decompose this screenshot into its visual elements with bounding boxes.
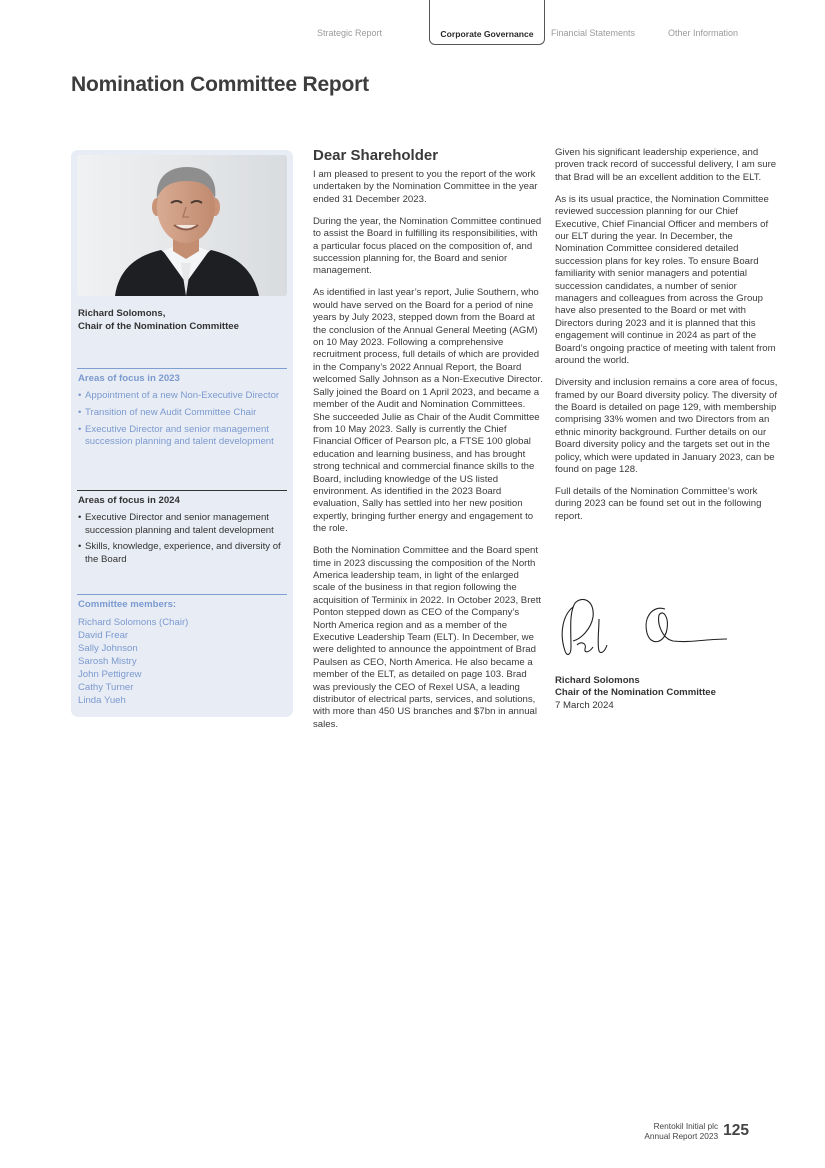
paragraph: I am pleased to present to you the report of the work undertaken by the Nomination Committee in the year ended 31 December 2023. <box>313 169 538 205</box>
tab-financial-statements[interactable]: Financial Statements <box>551 28 636 38</box>
signature-block <box>555 675 716 712</box>
list-item: • Executive Director and senior management succession planning and talent development <box>78 424 283 449</box>
page-number: 125 <box>723 1122 749 1139</box>
paragraph: As is its usual practice, the Nomination Committee reviewed succession planning for our Chief Executive, Chief Financial Officer and members of our ELT during the year. In December, the Nomination Committee considered detailed succession plans for key roles. To ensure Board familiarity with senior managers and potential succession candidates, a number of senior managers and colleagues from across the Group have also presented to the Board or met with Directors during 2023 and it is planned that this engagement will continue in 2024 as part of the Board’s ongoing practice of meeting with talent from around the world. <box>555 193 776 367</box>
letter-greeting: Dear Shareholder <box>313 147 439 164</box>
divider <box>77 490 287 491</box>
member-name: Sarosh Mistry <box>78 656 137 667</box>
paragraph: Diversity and inclusion remains a core area of focus, framed by our Board diversity policy. The diversity of the Board is detailed on page 129, with membership comprising 33% women and two Directors from an ethnic minority background. Further details on our Board diversity policy and the targets set out in the policy, which were updated in January 2023, can be found on page 128. <box>555 377 778 475</box>
list-item: • Skills, knowledge, experience, and diversity of the Board <box>78 541 283 566</box>
paragraph: During the year, the Nomination Committee continued to assist the Board in fulfilling its responsibilities, with a particular focus placed on the composition of, and succession planning for, the Board and senior management. <box>313 215 542 277</box>
footer-text <box>644 1121 718 1141</box>
signature-date: 7 March 2024 <box>555 699 614 711</box>
focus-2023-list <box>78 390 283 453</box>
chair-role: Chair of the Nomination Committee <box>78 320 239 332</box>
chair-name: Richard Solomons, <box>78 308 166 319</box>
footer-company: Rentokil Initial plc <box>653 1121 719 1131</box>
paragraph: Both the Nomination Committee and the Board spent time in 2023 discussing the composition of the North America leadership team, in light of the enlarged scale of the business in that region following the acquisition of Terminix in 2022. In October 2023, Brett Ponton stepped down as CEO of the Company’s North America region and as a member of the Executive Leadership Team (ELT). In December, we were delighted to announce the appointment of Brad Paulsen as CEO, North America. He also became a member of the ELT, as detailed on page 103. Brad was previously the CEO of Rexel USA, a leading distributor of electrical parts, services, and solutions, with more than 450 US branches and $7bn in annual sales. <box>313 545 542 730</box>
list-item: • Executive Director and senior management succession planning and talent development <box>78 512 283 537</box>
portrait-illustration <box>77 155 287 296</box>
focus-2024-heading: Areas of focus in 2024 <box>78 495 180 506</box>
signatory-role: Chair of the Nomination Committee <box>555 687 716 699</box>
member-name: David Frear <box>78 630 129 641</box>
section-tabs <box>0 0 825 46</box>
letter-column-left <box>313 147 543 741</box>
signatory-name: Richard Solomons <box>555 675 640 686</box>
paragraph: Given his significant leadership experience, and proven track record of successful delivery, I am sure that Brad will be an excellent addition to the ELT. <box>555 147 777 183</box>
list-item: • Transition of new Audit Committee Chair <box>78 407 283 420</box>
divider <box>77 368 287 369</box>
tab-corporate-governance[interactable]: Corporate Governance <box>429 0 545 45</box>
page-footer <box>644 1121 749 1141</box>
tab-other-information[interactable]: Other Information <box>668 28 739 38</box>
paragraph: Full details of the Nomination Committee’s work during 2023 can be found set out in the following report. <box>555 485 762 522</box>
member-name: Linda Yueh <box>78 695 126 706</box>
handwritten-signature <box>555 595 733 661</box>
portrait-caption <box>78 308 239 333</box>
footer-report: Annual Report 2023 <box>644 1131 719 1142</box>
chair-sidebar <box>71 150 293 717</box>
member-name: Richard Solomons (Chair) <box>78 617 189 628</box>
focus-2024-list <box>78 512 283 571</box>
member-name: John Pettigrew <box>78 669 142 680</box>
divider <box>77 594 287 595</box>
letter-column-right <box>555 147 781 533</box>
focus-2023-heading: Areas of focus in 2023 <box>78 373 180 384</box>
paragraph: As identified in last year’s report, Julie Southern, who would have served on the Board for a period of nine years by July 2023, stepped down from the Board at the conclusion of the Annual General Meeting (AGM) on 10 May 2023. Following a comprehensive recruitment process, full details of which are provided in the Company’s 2022 Annual Report, the Board welcomed Sally Johnson as a Non-Executive Director. Sally joined the Board on 1 April 2023, and became a member of the Audit and Nomination Committees. She succeeded Julie as Chair of the Audit Committee from 10 May 2023. Sally is currently the Chief Financial Officer of Pearson plc, a FTSE 100 global education and learning business, and has brought strong technical and commercial finance skills to the Board, including knowledge of the US listed environment. As identified in the 2023 Board evaluation, Sally has settled into her new position expertly, bringing further energy and engagement to the role. <box>313 287 543 535</box>
list-item: • Appointment of a new Non-Executive Director <box>78 390 283 403</box>
committee-members-list <box>78 616 188 707</box>
page-title: Nomination Committee Report <box>71 73 369 96</box>
member-name: Sally Johnson <box>78 643 138 654</box>
tab-strategic-report[interactable]: Strategic Report <box>317 28 383 38</box>
chair-portrait-photo <box>77 155 287 296</box>
member-name: Cathy Turner <box>78 682 134 693</box>
committee-members-heading: Committee members: <box>78 599 177 610</box>
